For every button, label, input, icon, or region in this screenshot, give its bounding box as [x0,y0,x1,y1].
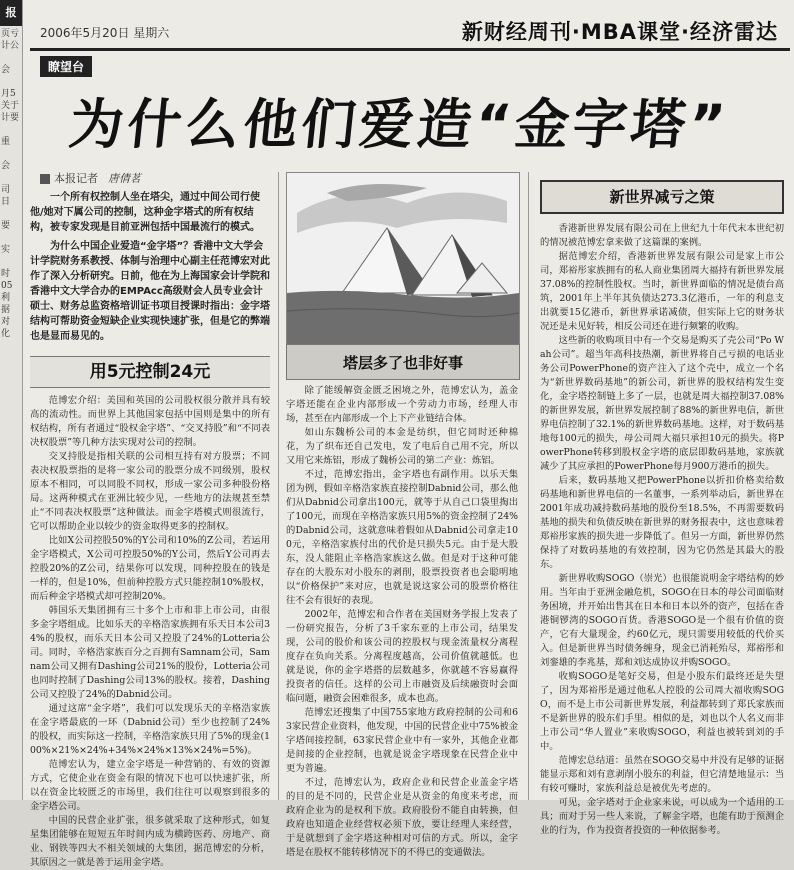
section-tag: 瞭望台 [40,56,92,77]
middle-paragraph: 2002年，范博宏和合作者在美国财务学报上发表了一份研究报告，分析了3千家东亚的上市公司，结果发现，公司的股价和该公司的控股权与现金流量权分离程度存在负向关系。分离程度越高，公司价值就越低。也就是说，你的金字塔搭的层数越多，你就越不容易赢得投资者的信任。这样的公司上市融资及后续融资时会面临问题，融资会困难很多，成本也高。 [286,609,518,704]
right-paragraph: 这些新的收购项目中有一个交易是购买了壳公司“Po Wah公司”。超当年高科技热潮，新世界将自己亏损的电话业务公司PowerPhone的资产注入了这个壳中，成立一个名为“新世界数码基地”的新公司，新世界的股权结构发生变化，金字塔控制链上多了一层，也就是周大福控制37.08%的新世界发展，新世界发展控制了88%的新世界电信，新世界电信控制了32.1%的新世界数码基地。这样，对于数码基地每100元的损失，母公司周大福只承担10元的损失。将PowerPhone转移到股权金字塔的底层即数码基地，家族就减少了其应承担的PowerPhone每月900万港币的损失。 [540,335,784,472]
previous-page-column: 页亏 计公 会 月5 关于 计要 重 会 司 日 要 实 时 05 利 据 对 化 [1,29,20,339]
right-paragraph: 据范博宏介绍，香港新世界发展有限公司是家上市公司，郑裕彤家族拥有的私人商业集团周大福持有新世界发展37.08%的控制性股权。当时，新世界面临的情况是债台高筑，2001年上半年其负债达273.3亿港币，一年的利息支出就要15亿港币，新世界承诺减债，但实际上它的财务状况还是未见好转，相反公司还在进行频繁的收购。 [540,251,784,332]
middle-paragraph: 不过，范博宏指出，金字塔也有副作用。以乐天集团为例，假如辛格浩家族直接控制Dabnid公司，那么他们从Dabnid公司拿出100元，就等于从自己口袋里掏出了100元，而现在辛格浩家族只用5%的资金控制了24%的Dabnid公司，这就意味着假如从Dabnid公司拿走100元，辛格浩家族付出的代价是只损失5元。由于是大股东，没人能阻止辛格浩家族这么做。但是对于这种可能存在的大股东对小股东的剥削，股票投资者也会聪明地以“价格保护”来对应，也就是说这家公司的股票价格往往不会有很好的表现。 [286,469,518,606]
column-divider [278,172,279,800]
left-column [30,190,270,868]
middle-paragraph: 不过，范博宏认为，政府企业和民营企业盖金字塔的目的是不同的，民营企业是从资金的角度来考虑，而政府企业为的是权利下放。政府股份不能自由转换，但政府也知道企业经营权必须下放，要让经理人来经营，于是就想到了金字塔这种相对可信的方式。所以，金字塔是在股权不能转移情况下的不得已的变通做法。 [286,777,518,858]
right-paragraph: 可见，金字塔对于企业家来说，可以成为一个适用的工具；而对于另一些人来说，了解金字塔，也能有助于预测企业的行为，作为投资者投资的一种依据参考。 [540,797,784,836]
byline-label: 本报记者 [54,172,98,185]
left-paragraph: 范博宏介绍：美国和英国的公司股权很分散并具有较高的流动性。而世界上其他国家包括中国则是集中的所有权结构，所有者通过“股权金字塔”、“交叉持股”和“不同表决权股票”等几种方法实现对公司的控制。 [30,395,270,448]
left-paragraph: 通过这席“金字塔”，我们可以发现乐天的辛格浩家族在金字塔最底的一环（Dabnid公司）至少也控制了24%的股权，而实际这一控制，辛格浩家族只用了5%的现金(100%×21%×24%+34%×24%×13%×24%=5%)。 [30,703,270,756]
previous-page-strip [0,0,23,800]
right-paragraph: 收购SOGO是笔好交易，但是小股东们最终还是失望了，因为郑裕彤是通过他私人控股的公司周大福收购SOGO，而不是上市公司新世界发展，利益都转到了郑氏家族而不是新世界的股东们手里。相似的是，刘也以个人名义而非上市公司“华人置业”来收购SOGO，利益也被转到刘的手中。 [540,671,784,752]
previous-page-head: 报 [0,0,22,26]
left-paragraph: 范博宏认为，建立金字塔是一种营销的、有效的资源方式，它使企业在资金有限的情况下也可以快速扩张，所以在资金比较匮乏的市场里，我们往往可以观察到很多的金字塔公司。 [30,759,270,812]
middle-paragraph: 范博宏还搜集了中国755家地方政府控制的公司和63家民营企业资料，他发现，中国的民营企业中75%被金字塔间接控制，63家民营企业中有一家外，其他企业都是间接的企业控制，也就是说金字塔现象在民营企业中更为普遍。 [286,707,518,774]
left-paragraph: 比如X公司控股50%的Y公司和10%的Z公司，若运用金字塔模式，X公司可控股50%的Y公司，然后Y公司再去控股20%的Z公司，结果你可以发现，同种控股在的钱是一样的，但是10%，但前种控股方式只能控制10%股权，而后种金字塔模式却可控制20%。 [30,535,270,602]
left-subhead: 用5元控制24元 [30,356,270,388]
right-paragraph: 后来，数码基地又把PowerPhone以折扣价格卖给数码基地和新世界电信的一名董事，一系列举动后，新世界在2001年成功减持数码基地的股份至18.5%，不再需要数码基地的损失和负债反映在新世界的财务报表中，这也意味着郑裕彤家族的损失进一步降低了。但另一方面，新世界仍然保持了对数码基地的有效控制，因为它仍然是其最大的股东。 [540,475,784,570]
lead-paragraph-1: 一个所有权控制人坐在塔尖，通过中间公司行使他/她对下属公司的控制，这种金字塔式的所有权结构，被专家发现是目前亚洲包括中国最流行的模式。 [30,192,260,233]
pyramid-illustration [286,172,520,352]
byline-author: 唐倩茗 [108,172,141,185]
page-header [30,12,790,51]
issue-date: 2006年5月20日 星期六 [40,26,170,40]
picture-caption: 塔层多了也非好事 [286,344,520,380]
byline-square-icon [40,174,50,184]
left-paragraph: 中国的民营企业扩张，很多就采取了这种形式，如复星集团能够在短短五年时间内成为横跨医药、房地产、商业、钢铁等四大不相关领域的大集团，据范博宏的分析，其原因之一就是善于运用金字塔。 [30,815,270,868]
lead-paragraph-2: 为什么中国企业爱造“金字塔”？香港中文大学会计学院财务系教授、体制与治理中心副主任范博宏对此作了深入分析研究。日前，他在为上海国家会计学院和香港中文大学合办的EMPAcc高级财会人员专业会计硕士、财务总监资格培训证书项目授课时指出：金字塔结构可帮助资金短缺企业实现快速扩张，但是它的弊端也是显而易见的。 [30,241,270,342]
right-subhead: 新世界减亏之策 [540,180,784,214]
masthead: 新财经周刊·MBA课堂·经济雷达 [461,20,778,44]
headline: 为什么他们爱造“金字塔” [66,93,732,156]
left-paragraph: 交叉持股是指相关联的公司相互持有对方股票；不同表决权股票指的是将一家公司的股票分成不同级别，股权原本不相同，可以同股不同权，形成一家公司多种股份格局。这两种模式在亚洲比较少见，一些地方的法规甚至禁止“不同表决权股票”这种做法。而金字塔模式则很流行，它可以帮助企业以较少的资金取得更多的控制权。 [30,451,270,532]
middle-paragraph: 如山东魏桥公司的本金是纺织，但它同时还种棉花，为了织布还自己发电，发了电后自己用不完，所以又用它来炼铝，形成了魏桥公司的第二产业：炼铝。 [286,427,518,466]
byline [40,170,141,186]
right-paragraph: 香港新世界发展有限公司在上世纪九十年代末本世纪初的情况被范博宏拿来做了这篇课的案例。 [540,223,784,248]
right-column [540,180,784,836]
right-paragraph: 新世界收购SOGO（崇光）也很能说明金字塔结构的妙用。当年由于亚洲金融危机，SOGO在日本的母公司面临财务困境，并开始出售其在日本和日本以外的资产，包括在香港铜锣湾的SOGO百货。香港SOGO是一个很有价值的资产，它有大量现金，约60亿元，现只需要用较低的代价买入。但是新世界当时债务缠身，现金已消耗殆尽，郑裕彤和刘銮雄的李兆基，郑和刘达成协议并购SOGO。 [540,573,784,668]
right-paragraph: 范博宏总结道：虽然在SOGO交易中并没有足够的证据能显示郑和刘有意剥削小股东的利益，但它清楚地显示：当有较可赚时，家族利益总是被优先考虑的。 [540,755,784,794]
middle-paragraph: 除了能缓解资金匮乏困境之外，范博宏认为，盖金字塔还能在企业内部形成一个劳动力市场，经理人市场，甚至在内部形成一个上下产业链结合体。 [286,385,518,424]
middle-column [286,384,518,858]
pyramid-icon [287,173,519,351]
column-divider [528,172,529,800]
left-paragraph: 韩国乐天集团拥有三十多个上市和非上市公司，由很多金字塔组成。比如乐天的辛格浩家族拥有乐天日本公司34%的股权，而乐天日本公司又控股了24%的Lotteria公司。同时，辛格浩家族百分之百拥有Samnam公司，Samnam公司又拥有Dashing公司21%的股份，Lotteria公司也同时控制了Dashing公司13%的股权。接着，Dashing公司又控股了24%的Dabnid公司。 [30,605,270,700]
